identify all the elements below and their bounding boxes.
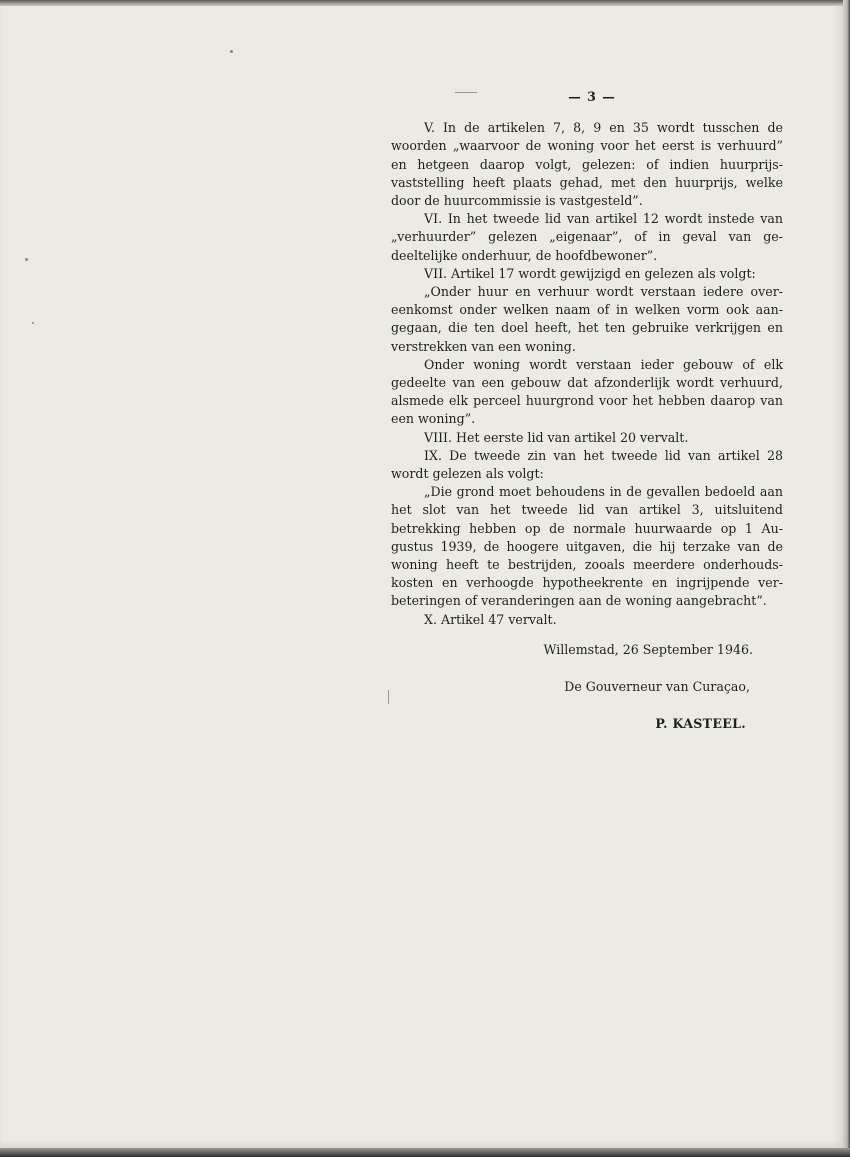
quoted-paragraph-huur: „Onder huur en verhuur wordt verstaan iedere overeenkomst onder welken naam of in welken vorm ook aangegaan, die ten doel heeft, het ten gebruike verkrijgen en verstrekken van een woning. bbox=[391, 284, 783, 354]
article-paragraph-viii: VIII. Het eerste lid van artikel 20 vervalt. bbox=[424, 429, 689, 445]
article-paragraph-v: V. In de artikelen 7, 8, 9 en 35 wordt tusschen de woorden „waarvoor de woning voor het eerst is verhuurd” en hetgeen daarop volgt, gelezen: of indien huurprijsvaststelling heeft plaats gehad, met den huurprijs, welke door de huurcommissie is vastgesteld”. bbox=[391, 120, 783, 209]
closing-block bbox=[391, 641, 783, 733]
scan-top-edge bbox=[0, 0, 843, 6]
scan-speck bbox=[230, 50, 233, 53]
scan-speck bbox=[32, 322, 34, 324]
scan-right-edge bbox=[843, 0, 850, 1157]
article-paragraph-vi: VI. In het tweede lid van artikel 12 wordt instede van „verhuurder” gelezen „eigenaar”, of in geval van gedeeltelijke onderhuur, de hoofdbewoner”. bbox=[391, 211, 783, 263]
place-date: Willemstad, 26 September 1946. bbox=[543, 641, 753, 657]
page-number: — 3 — bbox=[568, 89, 616, 104]
signatory-office: De Gouverneur van Curaçao, bbox=[564, 678, 750, 694]
signatory-name: P. KASTEEL. bbox=[655, 716, 746, 732]
scan-speck bbox=[25, 258, 28, 261]
scan-mark bbox=[388, 690, 389, 704]
scan-bottom-edge bbox=[0, 1148, 850, 1157]
decree-text-column bbox=[391, 88, 783, 733]
quoted-paragraph-grond: „Die grond moet behoudens in de gevallen bedoeld aan het slot van het tweede lid van artikel 3, uitsluitend betrekking hebben op de normale huurwaarde op 1 Augustus 1939, de hoogere uitgaven, die hij terzake van de woning heeft te bestrijden, zooals meerdere onderhoudskosten en verhoogde hypotheekrente en ingrijpende verbeteringen of veranderingen aan de woning aangebracht”. bbox=[391, 484, 783, 609]
article-paragraph-vii: VII. Artikel 17 wordt gewijzigd en gelezen als volgt: bbox=[424, 265, 756, 281]
article-paragraph-x: X. Artikel 47 vervalt. bbox=[424, 611, 557, 627]
article-paragraph-ix: IX. De tweede zin van het tweede lid van artikel 28 wordt gelezen als volgt: bbox=[391, 447, 783, 482]
quoted-paragraph-woning: Onder woning wordt verstaan ieder gebouw of elk gedeelte van een gebouw dat afzonderlijk wordt verhuurd, alsmede elk perceel huurgrond voor het hebben daarop van een woning”. bbox=[391, 356, 783, 427]
